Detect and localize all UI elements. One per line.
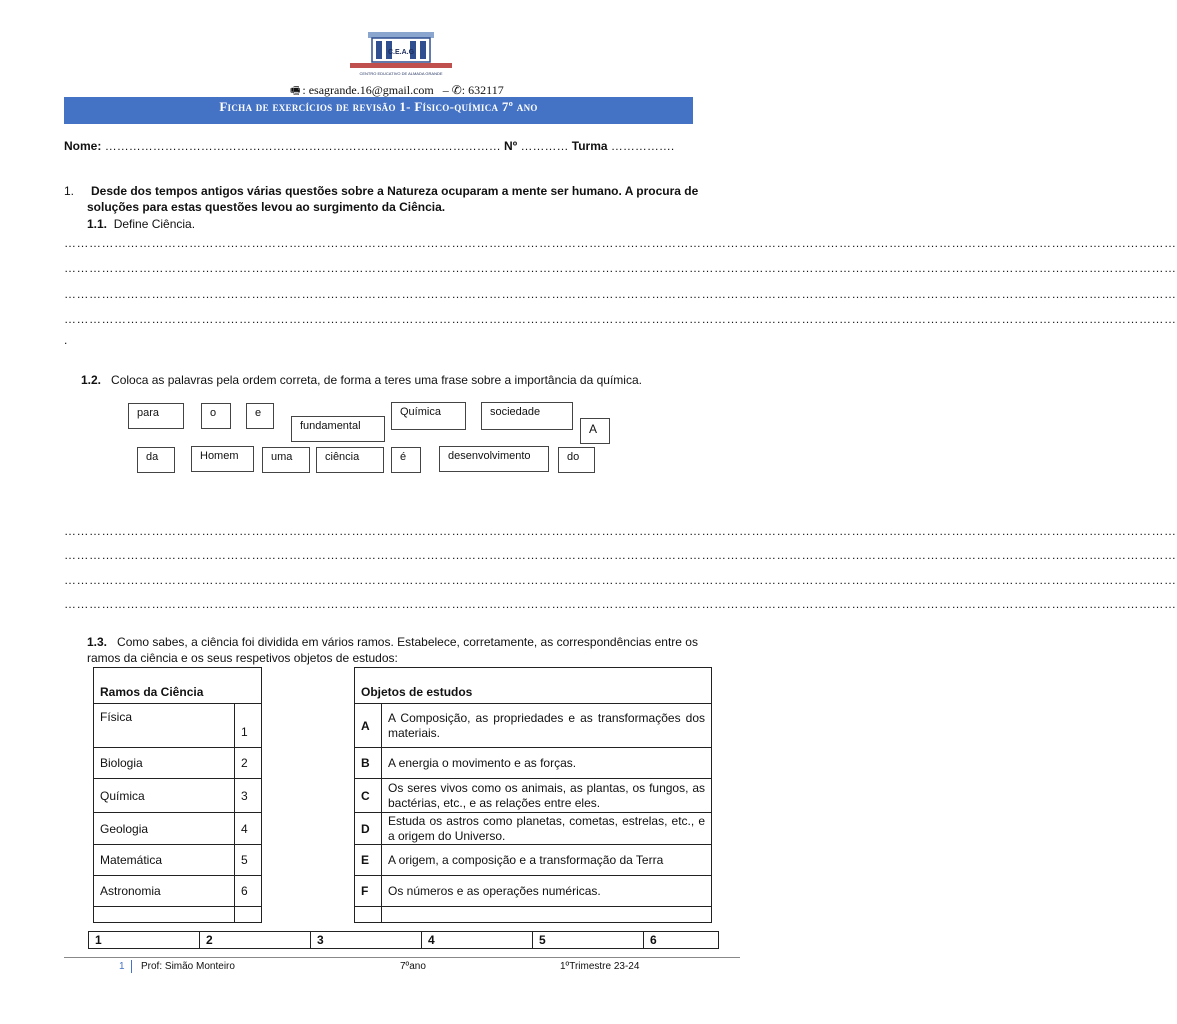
table-row [355,845,712,876]
turma-field[interactable]: ……………. [610,139,675,153]
page-title-banner: Ficha de exercícios de revisão 1- Físico-química 7º ano [64,97,693,124]
footer-teacher: Prof: Simão Monteiro [141,961,235,972]
email-text: esagrande.16@gmail.com [308,83,434,97]
table-row [355,876,712,907]
object-text: A Composição, as propriedades e as transformações dos materiais. [382,704,712,748]
footer-separator [131,960,132,973]
q12-answer-line[interactable]: …………………………………………………………………………………………………………………………………………………………………………………………………………………………………………… [64,548,1177,562]
branch-name: Geologia [94,813,235,845]
q13-text-line1: Como sabes, a ciência foi dividida em vários ramos. Estabelece, corretamente, as correspondências entre os [117,635,698,649]
word-card-homem[interactable]: Homem [191,446,254,472]
branch-name: Matemática [94,845,235,876]
footer-term: 1ºTrimestre 23-24 [560,961,640,972]
table-row [94,748,262,779]
word-card-ciencia[interactable]: ciência [316,447,384,473]
object-letter: A [355,704,382,748]
word-card-quimica[interactable]: Química [391,402,466,430]
branch-name: Química [94,779,235,813]
q1-text-line1: Desde dos tempos antigos várias questões sobre a Natureza ocuparam a mente ser humano. A procura de [91,184,699,198]
answer-cell-3[interactable]: 3 [311,932,422,949]
q11-number: 1.1. [87,217,108,231]
object-letter: B [355,748,382,779]
word-card-fundamental[interactable]: fundamental [291,416,385,442]
object-text: Estuda os astros como planetas, cometas, estrelas, etc., e a origem do Universo. [382,813,712,845]
object-text: A origem, a composição e a transformação da Terra [382,845,712,876]
table-row [355,813,712,845]
table-row [94,845,262,876]
q1-number: 1. [64,184,75,198]
answer-cell-2[interactable]: 2 [200,932,311,949]
q11-answer-line[interactable]: …………………………………………………………………………………………………………………………………………………………………………………………………………………………………………… [64,261,1177,275]
object-text: A energia o movimento e as forças. [382,748,712,779]
answer-cell-4[interactable]: 4 [422,932,533,949]
word-card-e[interactable]: e [246,403,274,429]
answer-cell-1[interactable]: 1 [89,932,200,949]
branch-number: 2 [235,748,262,779]
numero-field[interactable]: ………… [520,139,569,153]
phone-separator: – ✆: [442,83,466,97]
word-card-e-accent[interactable]: é [391,447,421,473]
table-row [94,779,262,813]
q11-text: Define Ciência. [113,217,196,231]
table-row [355,779,712,813]
q1-text-line2: soluções para estas questões levou ao surgimento da Ciência. [87,200,446,214]
footer-divider [64,957,740,958]
branch-number: 4 [235,813,262,845]
contact-line: 🖷 : esagrande.16@gmail.com – ✆: 632117 [290,83,504,97]
nome-field[interactable]: ……………………………………………………………………………………… [104,139,501,153]
name-line [64,139,674,153]
phone-text: 632117 [468,83,504,97]
object-letter: E [355,845,382,876]
logo-text: C.E.A.G [387,49,415,56]
footer-grade: 7ºano [400,961,426,972]
word-card-o[interactable]: o [201,403,231,429]
turma-label: Turma [571,139,608,153]
q12-text: Coloca as palavras pela ordem correta, de forma a teres uma frase sobre a importância da química. [111,373,642,387]
answer-table [88,931,719,949]
numero-label: Nº [504,139,518,153]
word-card-sociedade[interactable]: sociedade [481,402,573,430]
nome-label: Nome: [64,139,102,153]
object-letter: F [355,876,382,907]
q12-number: 1.2. [81,373,102,387]
q12-answer-line[interactable]: …………………………………………………………………………………………………………………………………………………………………………………………………………………………………………… [64,597,1177,611]
word-card-desenvolvimento[interactable]: desenvolvimento [439,446,549,472]
branch-name: Astronomia [94,876,235,907]
page-number: 1 [119,961,125,972]
logo-subtext: CENTRO EDUCATIVO DE ALMADA GRANDE [359,71,443,76]
word-card-do[interactable]: do [558,447,595,473]
answer-cell-6[interactable]: 6 [644,932,719,949]
branch-number: 5 [235,845,262,876]
branch-number: 3 [235,779,262,813]
branch-number: 6 [235,876,262,907]
word-card-da[interactable]: da [137,447,175,473]
q13-number: 1.3. [87,635,108,649]
word-card-para[interactable]: para [128,403,184,429]
object-letter: D [355,813,382,845]
q11-answer-line[interactable]: …………………………………………………………………………………………………………………………………………………………………………………………………………………………………………… [64,236,1177,250]
object-text: Os seres vivos como os animais, as plantas, os fungos, as bactérias, etc., e as relações entre eles. [382,779,712,813]
objects-table [354,667,712,923]
trailing-dot: . [64,333,68,347]
object-letter: C [355,779,382,813]
objects-header: Objetos de estudos [355,668,712,704]
q11-answer-line[interactable]: …………………………………………………………………………………………………………………………………………………………………………………………………………………………………………… [64,287,1177,301]
object-text: Os números e as operações numéricas. [382,876,712,907]
table-row [355,748,712,779]
table-row [355,704,712,748]
branch-number: 1 [235,704,262,748]
table-row [94,876,262,907]
word-card-a[interactable]: A [580,418,610,444]
branches-header: Ramos da Ciência [94,668,262,704]
branch-name: Física [94,704,235,748]
fax-icon: 🖷 [290,85,301,97]
q13-text-line2: ramos da ciência e os seus respetivos objetos de estudos: [87,651,398,665]
q12-answer-line[interactable]: …………………………………………………………………………………………………………………………………………………………………………………………………………………………………………… [64,573,1177,587]
branch-name: Biologia [94,748,235,779]
table-row [94,813,262,845]
table-row [94,704,262,748]
answer-cell-5[interactable]: 5 [533,932,644,949]
q11-answer-line[interactable]: …………………………………………………………………………………………………………………………………………………………………………………………………………………………………………… [64,312,1177,326]
school-logo [348,30,454,78]
word-card-uma[interactable]: uma [262,447,310,473]
branches-table [93,667,262,923]
q12-answer-line[interactable]: …………………………………………………………………………………………………………………………………………………………………………………………………………………………………………… [64,524,1177,538]
